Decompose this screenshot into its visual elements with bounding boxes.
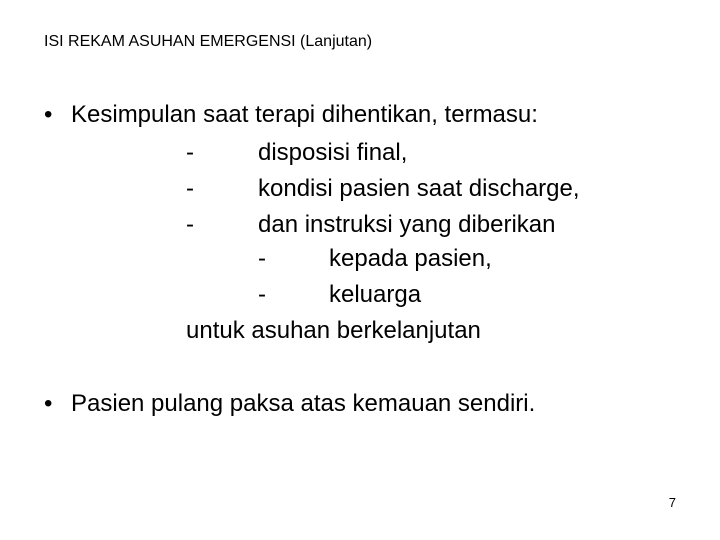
bullet-text-1: Kesimpulan saat terapi dihentikan, termasu: [71, 101, 538, 128]
dash-marker: - [186, 139, 194, 166]
subitem-instruksi: dan instruksi yang diberikan [258, 211, 556, 238]
dash-marker: - [186, 175, 194, 202]
bullet-marker: • [44, 390, 53, 417]
slide-title: ISI REKAM ASUHAN EMERGENSI (Lanjutan) [44, 33, 373, 50]
subitem-kondisi: kondisi pasien saat discharge, [258, 175, 580, 202]
nested-subitem-keluarga: keluarga [329, 281, 422, 308]
dash-marker: - [258, 281, 266, 308]
dash-marker: - [186, 211, 194, 238]
dash-marker: - [258, 245, 266, 272]
nested-subitem-pasien: kepada pasien, [329, 245, 492, 272]
bullet-text-2: Pasien pulang paksa atas kemauan sendiri. [71, 390, 536, 417]
bullet-marker: • [44, 101, 53, 128]
page-number: 7 [668, 495, 676, 510]
closing-text: untuk asuhan berkelanjutan [186, 317, 481, 344]
subitem-disposisi: disposisi final, [258, 139, 408, 166]
